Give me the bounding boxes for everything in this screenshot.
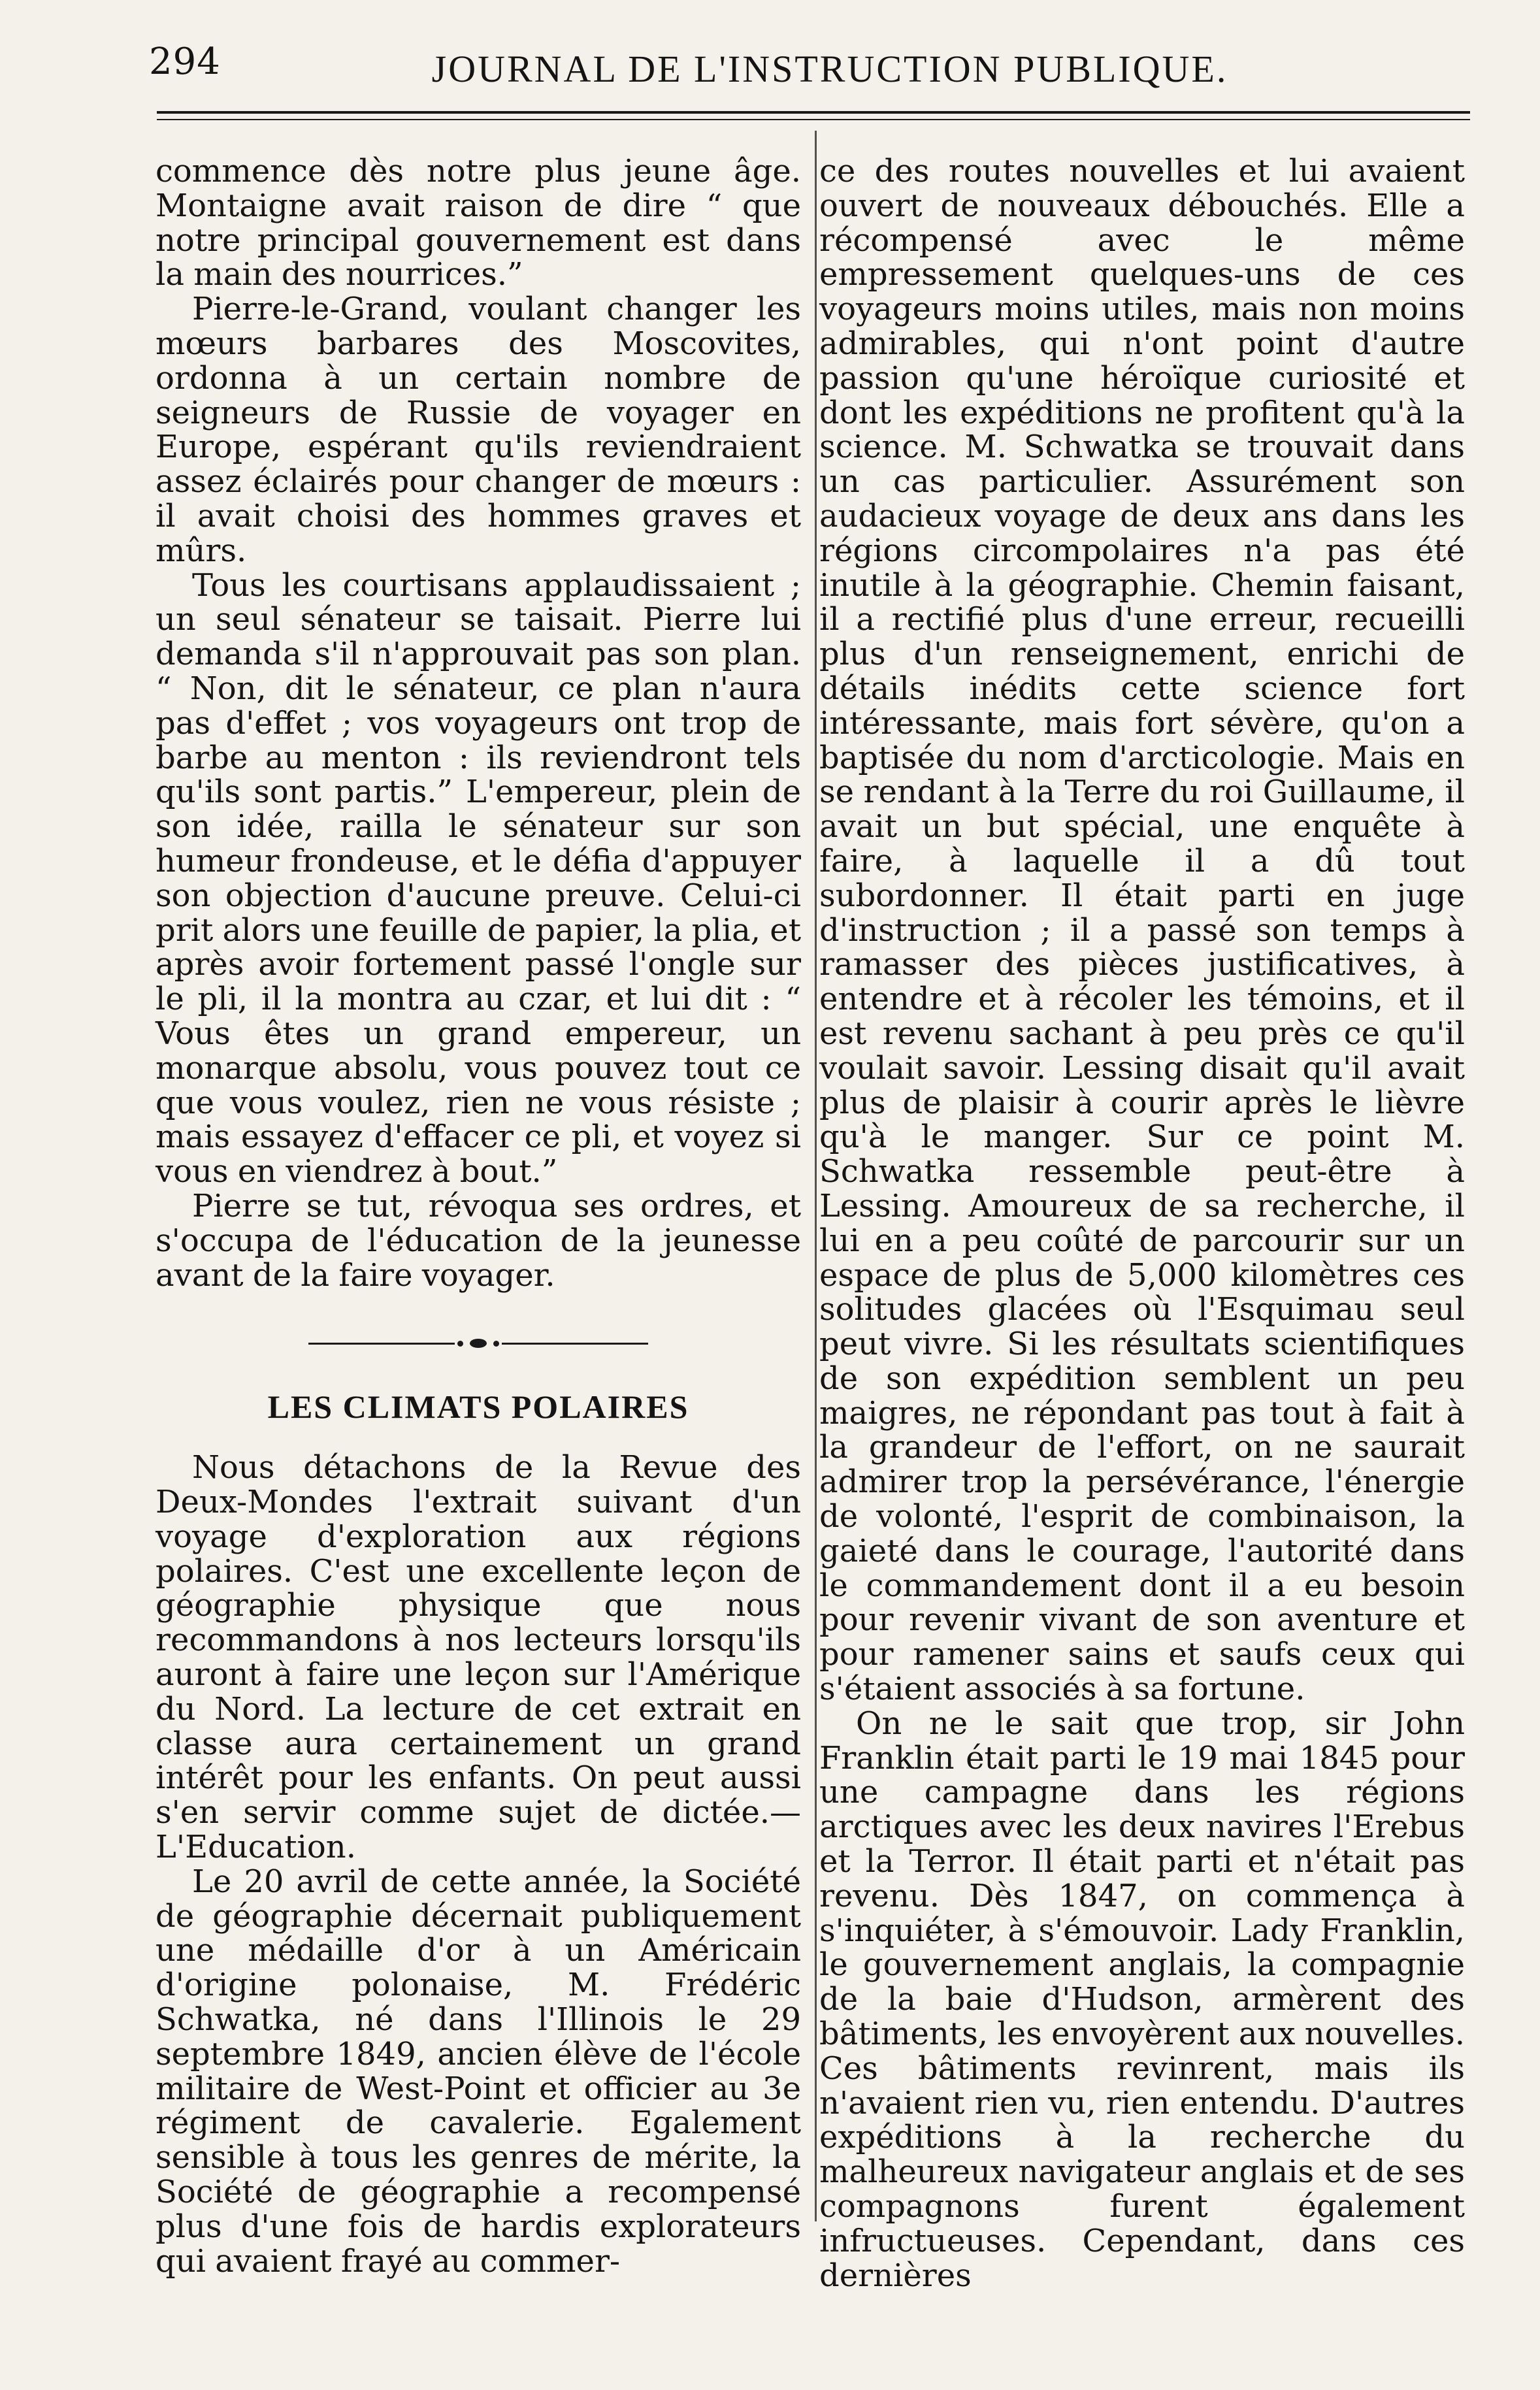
left-paragraph-1: commence dès notre plus jeune âge. Montaigne avait raison de dire “ que notre principal gouvernement est dans la main des nourrices.” xyxy=(156,153,801,293)
left-paragraph-5: Nous détachons de la Revue des Deux-Mondes l'extrait suivant d'un voyage d'exploration aux régions polaires. C'est une excellente leçon de géographie physique que nous recommandons à nos lecteurs lorsqu'ils auront à faire une leçon sur l'Amérique du Nord. La lecture de cet extrait en classe aura certainement un grand intérêt pour les enfants. On peut aussi s'en servir comme sujet de dictée.—L'Education. xyxy=(156,1449,801,1866)
right-paragraph-2: On ne le sait que trop, sir John Franklin était parti le 19 mai 1845 pour une campagne dans les régions arctiques avec les deux navires l'Erebus et la Terror. Il était parti et n'était pas revenu. Dès 1847, on commença à s'inquiéter, à s'émouvoir. Lady Franklin, le gouvernement anglais, la compagnie de la baie d'Hudson, armèrent des bâtiments, les envoyèrent aux nouvelles. Ces bâtiments revinrent, mais ils n'avaient rien vu, rien entendu. D'autres expéditions à la recherche du malheureux navigateur anglais et de ses compagnons furent également infructueuses. Cependant, dans ces dernières xyxy=(819,1705,1465,2294)
left-paragraph-2: Pierre-le-Grand, voulant changer les mœurs barbares des Moscovites, ordonna à un certain nombre de seigneurs de Russie de voyager en Europe, espérant qu'ils reviendraient assez éclairés pour changer de mœurs : il avait choisi des hommes graves et mûrs. xyxy=(156,291,801,569)
header-rule-thin xyxy=(157,119,1470,120)
left-paragraph-4: Pierre se tut, révoqua ses ordres, et s'occupa de l'éducation de la jeunesse avant de la faire voyager. xyxy=(156,1187,801,1294)
left-column xyxy=(156,154,801,2278)
header-rule-thick xyxy=(157,111,1470,114)
section-title: LES CLIMATS POLAIRES xyxy=(267,1388,689,1426)
right-column xyxy=(819,154,1465,2293)
section-ornament xyxy=(308,1335,648,1351)
running-head: JOURNAL DE L'INSTRUCTION PUBLIQUE. xyxy=(431,48,1228,90)
right-paragraph-1: ce des routes nouvelles et lui avaient ouvert de nouveaux débouchés. Elle a récompensé avec le même empressement quelques-uns de ces voyageurs moins utiles, mais non moins admirables, qui n'ont point d'autre passion qu'une héroïque curiosité et dont les expéditions ne profitent qu'à la science. M. Schwatka se trouvait dans un cas particulier. Assurément son audacieux voyage de deux ans dans les régions circompolaires n'a pas été inutile à la géographie. Chemin faisant, il a rectifié plus d'une erreur, recueilli plus d'un renseignement, enrichi de détails inédits cette science fort intéressante, mais fort sévère, qu'on a baptisée du nom d'arcticologie. Mais en se rendant à la Terre du roi Guillaume, il avait un but spécial, une enquête à faire, à laquelle il a dû tout subordonner. Il était parti en juge d'instruction ; il a passé son temps à ramasser des pièces justificatives, à entendre et à récoler les témoins, et il est revenu sachant à peu près ce qu'il voulait savoir. Lessing disait qu'il avait plus de plaisir à courir après le lièvre qu'à le manger. Sur ce point M. Schwatka ressemble peut-être à Lessing. Amoureux de sa recherche, il lui en a peu coûté de parcourir sur un espace de plus de 5,000 kilomètres ces solitudes glacées où l'Esquimau seul peut vivre. Si les résultats scientifiques de son expédition semblent un peu maigres, ne répondant pas tout à fait à la grandeur de l'effort, on ne saurait admirer trop la persévérance, l'énergie de volonté, l'esprit de combinaison, la gaieté dans le courage, l'autorité dans le commandement dont il a eu besoin pour revenir vivant de son aventure et pour ramener sains et saufs ceux qui s'étaient associés à sa fortune. xyxy=(819,153,1465,1708)
left-paragraph-3: Tous les courtisans applaudissaient ; un seul sénateur se taisait. Pierre lui demanda s'il n'approuvait pas son plan. “ Non, dit le sénateur, ce plan n'aura pas d'effet ; vos voyageurs ont trop de barbe au menton : ils reviendront tels qu'ils sont partis.” L'empereur, plein de son idée, railla le sénateur sur son humeur frondeuse, et le défia d'appuyer son objection d'aucune preuve. Celui-ci prit alors une feuille de papier, la plia, et après avoir fortement passé l'ongle sur le pli, il la montra au czar, et lui dit : “ Vous êtes un grand empereur, un monarque absolu, vous pouvez tout ce que vous voulez, rien ne vous résiste ; mais essayez d'effacer ce pli, et voyez si vous en viendrez à bout.” xyxy=(156,566,801,1190)
column-divider xyxy=(815,131,817,2221)
left-paragraph-6: Le 20 avril de cette année, la Société de géographie décernait publiquement une médaille d'or à un Américain d'origine polonaise, M. Frédéric Schwatka, né dans l'Illinois le 29 septembre 1849, ancien élève de l'école militaire de West-Point et officier au 3e régiment de cavalerie. Egalement sensible à tous les genres de mérite, la Société de géographie a recompensé plus d'une fois de hardis explorateurs qui avaient frayé au commer- xyxy=(156,1863,801,2280)
page-number: 294 xyxy=(149,41,221,83)
